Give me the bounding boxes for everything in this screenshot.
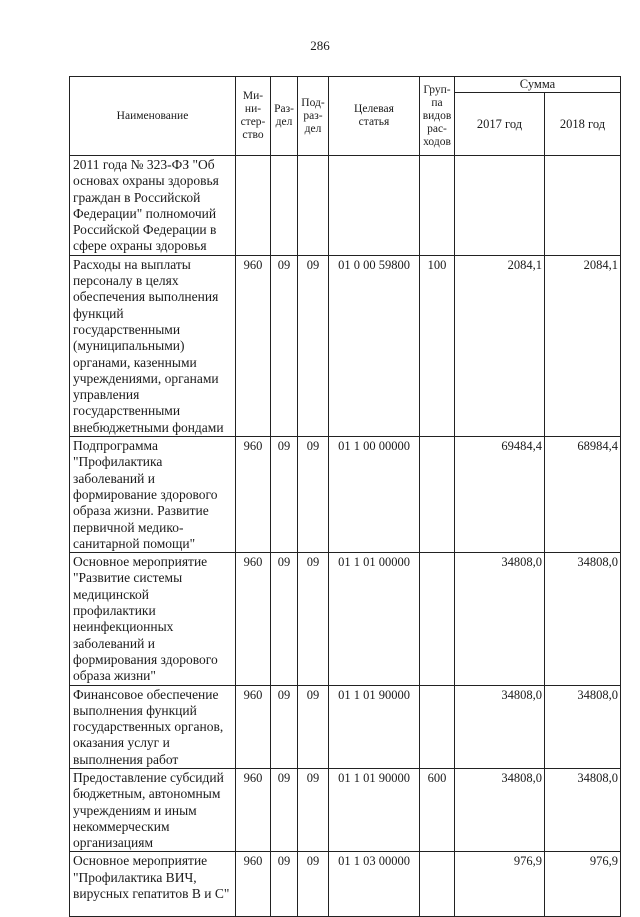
table-row bbox=[70, 255, 621, 436]
cell-target bbox=[329, 156, 420, 256]
cell-name: Основное мероприятие "Профилактика ВИЧ, вирусных гепатитов В и С" bbox=[70, 852, 236, 917]
cell-section: 09 bbox=[271, 685, 298, 768]
cell-2018: 2084,1 bbox=[545, 255, 621, 436]
cell-subsection bbox=[298, 156, 329, 256]
cell-subsection: 09 bbox=[298, 437, 329, 553]
header-section-line: Раз- bbox=[274, 103, 294, 115]
cell-section: 09 bbox=[271, 553, 298, 685]
cell-name: Основное мероприятие "Развитие системы медицинской профилактики неинфекционных заболеваний и формирования здорового образа жизни" bbox=[70, 553, 236, 685]
header-expense-group-line: Груп- bbox=[423, 83, 451, 96]
table-row bbox=[70, 156, 621, 256]
cell-name: Финансовое обеспечение выполнения функций государственных органов, оказания услуг и выполнения работ bbox=[70, 685, 236, 768]
cell-target: 01 1 03 00000 bbox=[329, 852, 420, 917]
column-header-2017: 2017 год bbox=[455, 93, 545, 156]
column-header-2018: 2018 год bbox=[545, 93, 621, 156]
table-row bbox=[70, 437, 621, 553]
cell-ministry: 960 bbox=[236, 553, 271, 685]
cell-name: Расходы на выплаты персоналу в целях обеспечения выполнения функций государственными (муниципальными) органами, казенными учреждениями, органами управления государственными внебюджетными фондами bbox=[70, 255, 236, 436]
cell-subsection: 09 bbox=[298, 852, 329, 917]
cell-section bbox=[271, 156, 298, 256]
cell-name: Предоставление субсидий бюджетным, автономным учреждениям и иным некоммерческим организациям bbox=[70, 768, 236, 851]
cell-subsection: 09 bbox=[298, 255, 329, 436]
cell-2017: 34808,0 bbox=[455, 768, 545, 851]
header-ministry-line: стер- bbox=[240, 116, 266, 128]
cell-2017: 34808,0 bbox=[455, 685, 545, 768]
table-row bbox=[70, 768, 621, 851]
cell-2018: 34808,0 bbox=[545, 685, 621, 768]
cell-subsection: 09 bbox=[298, 553, 329, 685]
cell-2018: 976,9 bbox=[545, 852, 621, 917]
cell-expense-group bbox=[420, 156, 455, 256]
cell-2017: 976,9 bbox=[455, 852, 545, 917]
cell-2017 bbox=[455, 156, 545, 256]
header-expense-group-line: па bbox=[431, 96, 443, 109]
cell-target: 01 1 01 00000 bbox=[329, 553, 420, 685]
cell-subsection: 09 bbox=[298, 685, 329, 768]
cell-section: 09 bbox=[271, 852, 298, 917]
header-row-top bbox=[70, 77, 621, 93]
cell-name: Подпрограмма "Профилактика заболеваний и формирование здорового образа жизни. Развитие первичной медико-санитарной помощи" bbox=[70, 437, 236, 553]
column-header-expense-group bbox=[420, 77, 455, 156]
cell-expense-group bbox=[420, 852, 455, 917]
header-expense-group-line: рас- bbox=[427, 122, 447, 135]
cell-expense-group bbox=[420, 437, 455, 553]
column-header-subsection bbox=[298, 77, 329, 156]
budget-table bbox=[69, 76, 621, 917]
column-header-sum: Сумма bbox=[455, 77, 621, 93]
header-ministry-line: Ми- bbox=[242, 90, 264, 102]
header-subsection-line: раз- bbox=[303, 109, 323, 122]
cell-section: 09 bbox=[271, 768, 298, 851]
cell-target: 01 1 01 90000 bbox=[329, 685, 420, 768]
cell-section: 09 bbox=[271, 437, 298, 553]
column-header-ministry bbox=[236, 77, 271, 156]
header-section-line: дел bbox=[275, 116, 293, 128]
header-subsection-line: Под- bbox=[301, 96, 325, 109]
page-number: 286 bbox=[310, 38, 330, 53]
cell-target: 01 1 01 90000 bbox=[329, 768, 420, 851]
cell-ministry: 960 bbox=[236, 255, 271, 436]
cell-2017: 69484,4 bbox=[455, 437, 545, 553]
cell-2018: 34808,0 bbox=[545, 553, 621, 685]
header-target-line: статья bbox=[358, 116, 390, 128]
column-header-name: Наименование bbox=[70, 77, 236, 156]
cell-ministry: 960 bbox=[236, 852, 271, 917]
cell-ministry bbox=[236, 156, 271, 256]
cell-expense-group: 600 bbox=[420, 768, 455, 851]
cell-subsection: 09 bbox=[298, 768, 329, 851]
cell-target: 01 1 00 00000 bbox=[329, 437, 420, 553]
column-header-section bbox=[271, 77, 298, 156]
cell-expense-group: 100 bbox=[420, 255, 455, 436]
cell-2018: 68984,4 bbox=[545, 437, 621, 553]
cell-2017: 34808,0 bbox=[455, 553, 545, 685]
cell-name: 2011 года № 323-ФЗ "Об основах охраны здоровья граждан в Российской Федерации" полномочий Российской Федерации в сфере охраны здоровья bbox=[70, 156, 236, 256]
header-subsection-line: дел bbox=[304, 122, 322, 135]
cell-target: 01 0 00 59800 bbox=[329, 255, 420, 436]
cell-section: 09 bbox=[271, 255, 298, 436]
cell-expense-group bbox=[420, 685, 455, 768]
table-row bbox=[70, 553, 621, 685]
table-row bbox=[70, 852, 621, 917]
table-row bbox=[70, 685, 621, 768]
cell-ministry: 960 bbox=[236, 685, 271, 768]
cell-expense-group bbox=[420, 553, 455, 685]
cell-2017: 2084,1 bbox=[455, 255, 545, 436]
cell-ministry: 960 bbox=[236, 768, 271, 851]
cell-2018: 34808,0 bbox=[545, 768, 621, 851]
header-expense-group-line: видов bbox=[422, 109, 452, 122]
header-ministry-line: ни- bbox=[244, 103, 262, 115]
header-ministry-line: ство bbox=[242, 129, 264, 141]
column-header-target bbox=[329, 77, 420, 156]
cell-ministry: 960 bbox=[236, 437, 271, 553]
header-target-line: Целевая bbox=[354, 103, 394, 115]
cell-2018 bbox=[545, 156, 621, 256]
header-expense-group-line: ходов bbox=[423, 135, 451, 148]
